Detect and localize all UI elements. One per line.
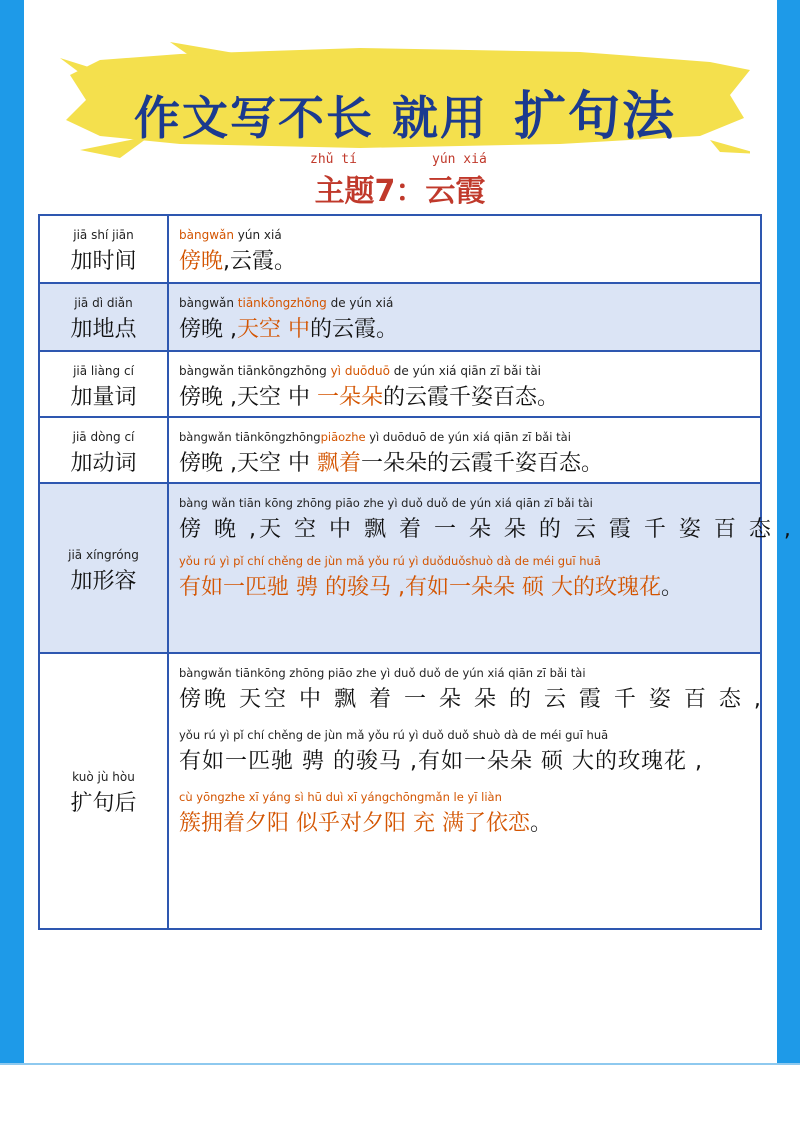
- sentence-text: ,云霞。: [223, 249, 297, 274]
- row-label-pinyin: kuò jù hòu: [72, 770, 135, 784]
- row-label-cell: [40, 216, 169, 282]
- headline: [60, 74, 750, 149]
- pinyin-highlight: yì duōduō: [330, 364, 390, 378]
- row-content-cell: [171, 284, 760, 350]
- row-content-cell: [171, 352, 760, 416]
- table-row-add-measure-word: [40, 352, 760, 418]
- table-row-add-verb: [40, 418, 760, 484]
- theme-title: 主题7：云霞: [314, 174, 486, 209]
- pinyin-line: [179, 364, 541, 378]
- pinyin-text: bàngwǎn tiānkōngzhōng: [179, 364, 331, 378]
- row-label: 加地点: [70, 317, 137, 342]
- pinyin-text: de yún xiá qiān zī bǎi tài: [389, 364, 542, 378]
- pinyin-text: yì duōduō de yún xiá qiān zī bǎi tài: [365, 430, 571, 444]
- row-label-cell: [40, 654, 169, 928]
- headline-part-3: 扩句法: [513, 87, 676, 147]
- row-content-cell: [171, 484, 794, 652]
- table-row-add-place: [40, 284, 760, 352]
- row-content-cell: [171, 654, 764, 928]
- bottom-border-line: [0, 1063, 800, 1065]
- pinyin-text: bàngwǎn tiānkōngzhōng: [179, 430, 321, 444]
- row-label-pinyin: jiā xíngróng: [68, 548, 139, 562]
- row-label-cell: [40, 352, 169, 416]
- sentence-text: 的云霞千姿百态。: [383, 385, 560, 410]
- title-banner: [60, 40, 750, 160]
- row-label: 加量词: [70, 385, 137, 410]
- pinyin-highlight: tiānkōngzhōng: [237, 296, 327, 310]
- row-label: 加时间: [70, 249, 137, 274]
- theme-pinyin-1: zhǔ tí: [310, 152, 357, 167]
- sentence-line: [179, 570, 683, 601]
- pinyin-text: de yún xiá: [326, 296, 394, 310]
- sentence-text: 的云霞。: [310, 317, 399, 342]
- row-label-pinyin: jiā liàng cí: [73, 364, 134, 378]
- sentence-line: 傍 晚 ,天 空 中 飘 着 一 朵 朵 的 云 霞 千 姿 百 态 ,: [179, 517, 794, 542]
- sentence-text: 。: [529, 811, 552, 836]
- pinyin-highlight: piāozhe: [320, 430, 366, 444]
- sentence-text: 傍晚 ,天空 中: [179, 385, 317, 410]
- left-blue-border: [0, 0, 24, 1065]
- row-label-cell: [40, 284, 169, 350]
- row-content-cell: [171, 216, 760, 282]
- row-label-cell: [40, 484, 169, 652]
- pinyin-text: yún xiá: [233, 228, 282, 242]
- headline-part-1: 作文写不长: [133, 91, 374, 145]
- sentence-highlight: 有如一匹驰 骋 的骏马 ,有如一朵朵 硕 大的玫瑰花: [179, 575, 661, 600]
- theme-pinyin-2: yún xiá: [432, 152, 487, 167]
- row-label-pinyin: jiā shí jiān: [73, 228, 134, 242]
- sentence-line: [179, 446, 603, 477]
- pinyin-line-highlight: yǒu rú yì pǐ chí chěng de jùn mǎ yǒu rú yì duǒduǒshuò dà de méi guī huā: [179, 554, 601, 568]
- pinyin-highlight: bàngwǎn: [179, 228, 234, 242]
- pinyin-line: bàng wǎn tiān kōng zhōng piāo zhe yì duǒ duǒ de yún xiá qiān zī bǎi tài: [179, 496, 593, 510]
- sentence-line: [179, 312, 398, 343]
- table-row-add-adjective: [40, 484, 794, 654]
- sentence-line: [179, 244, 296, 275]
- table-row-after-expansion: [40, 654, 764, 928]
- row-label-pinyin: jiā dì diǎn: [74, 296, 133, 310]
- table-row-add-time: [40, 216, 760, 284]
- sentence-text: 。: [660, 575, 683, 600]
- sentence-highlight: 傍晚: [179, 249, 224, 274]
- sentence-line: [179, 806, 552, 837]
- sentence-highlight: 簇拥着夕阳 似乎对夕阳 充 满了依恋: [179, 811, 530, 836]
- sentence-highlight: 天空 中: [237, 317, 310, 342]
- sentence-line: 傍晚 天空 中 飘 着 一 朵 朵 的 云 霞 千 姿 百 态 ,: [179, 687, 764, 712]
- pinyin-line: [179, 430, 571, 444]
- row-label: 加动词: [70, 451, 137, 476]
- sentence-line: [179, 380, 559, 411]
- pinyin-text: bàngwǎn: [179, 296, 238, 310]
- row-content-cell: [171, 418, 760, 482]
- row-label: 扩句后: [70, 791, 137, 816]
- headline-part-2: 就用: [391, 91, 488, 145]
- row-label-pinyin: jiā dòng cí: [72, 430, 135, 444]
- row-label: 加形容: [70, 569, 137, 594]
- expansion-table: [38, 214, 794, 930]
- sentence-text: 一朵朵的云霞千姿百态。: [361, 451, 604, 476]
- pinyin-line: [179, 296, 393, 310]
- sentence-highlight: 一朵朵: [316, 385, 383, 410]
- pinyin-line: bàngwǎn tiānkōng zhōng piāo zhe yì duǒ duǒ de yún xiá qiān zī bǎi tài: [179, 666, 586, 680]
- pinyin-line: yǒu rú yì pǐ chí chěng de jùn mǎ yǒu rú yì duǒ duǒ shuò dà de méi guī huā: [179, 728, 609, 742]
- pinyin-line-highlight: cù yōngzhe xī yáng sì hū duì xī yángchōngmǎn le yī liàn: [179, 790, 502, 804]
- sentence-line: 有如一匹驰 骋 的骏马 ,有如一朵朵 硕 大的玫瑰花 ,: [179, 749, 703, 774]
- pinyin-line: [179, 228, 282, 242]
- row-label-cell: [40, 418, 169, 482]
- sentence-highlight: 飘着: [316, 451, 361, 476]
- sentence-text: 傍晚 ,天空 中: [179, 451, 317, 476]
- sentence-text: 傍晚 ,: [179, 317, 237, 342]
